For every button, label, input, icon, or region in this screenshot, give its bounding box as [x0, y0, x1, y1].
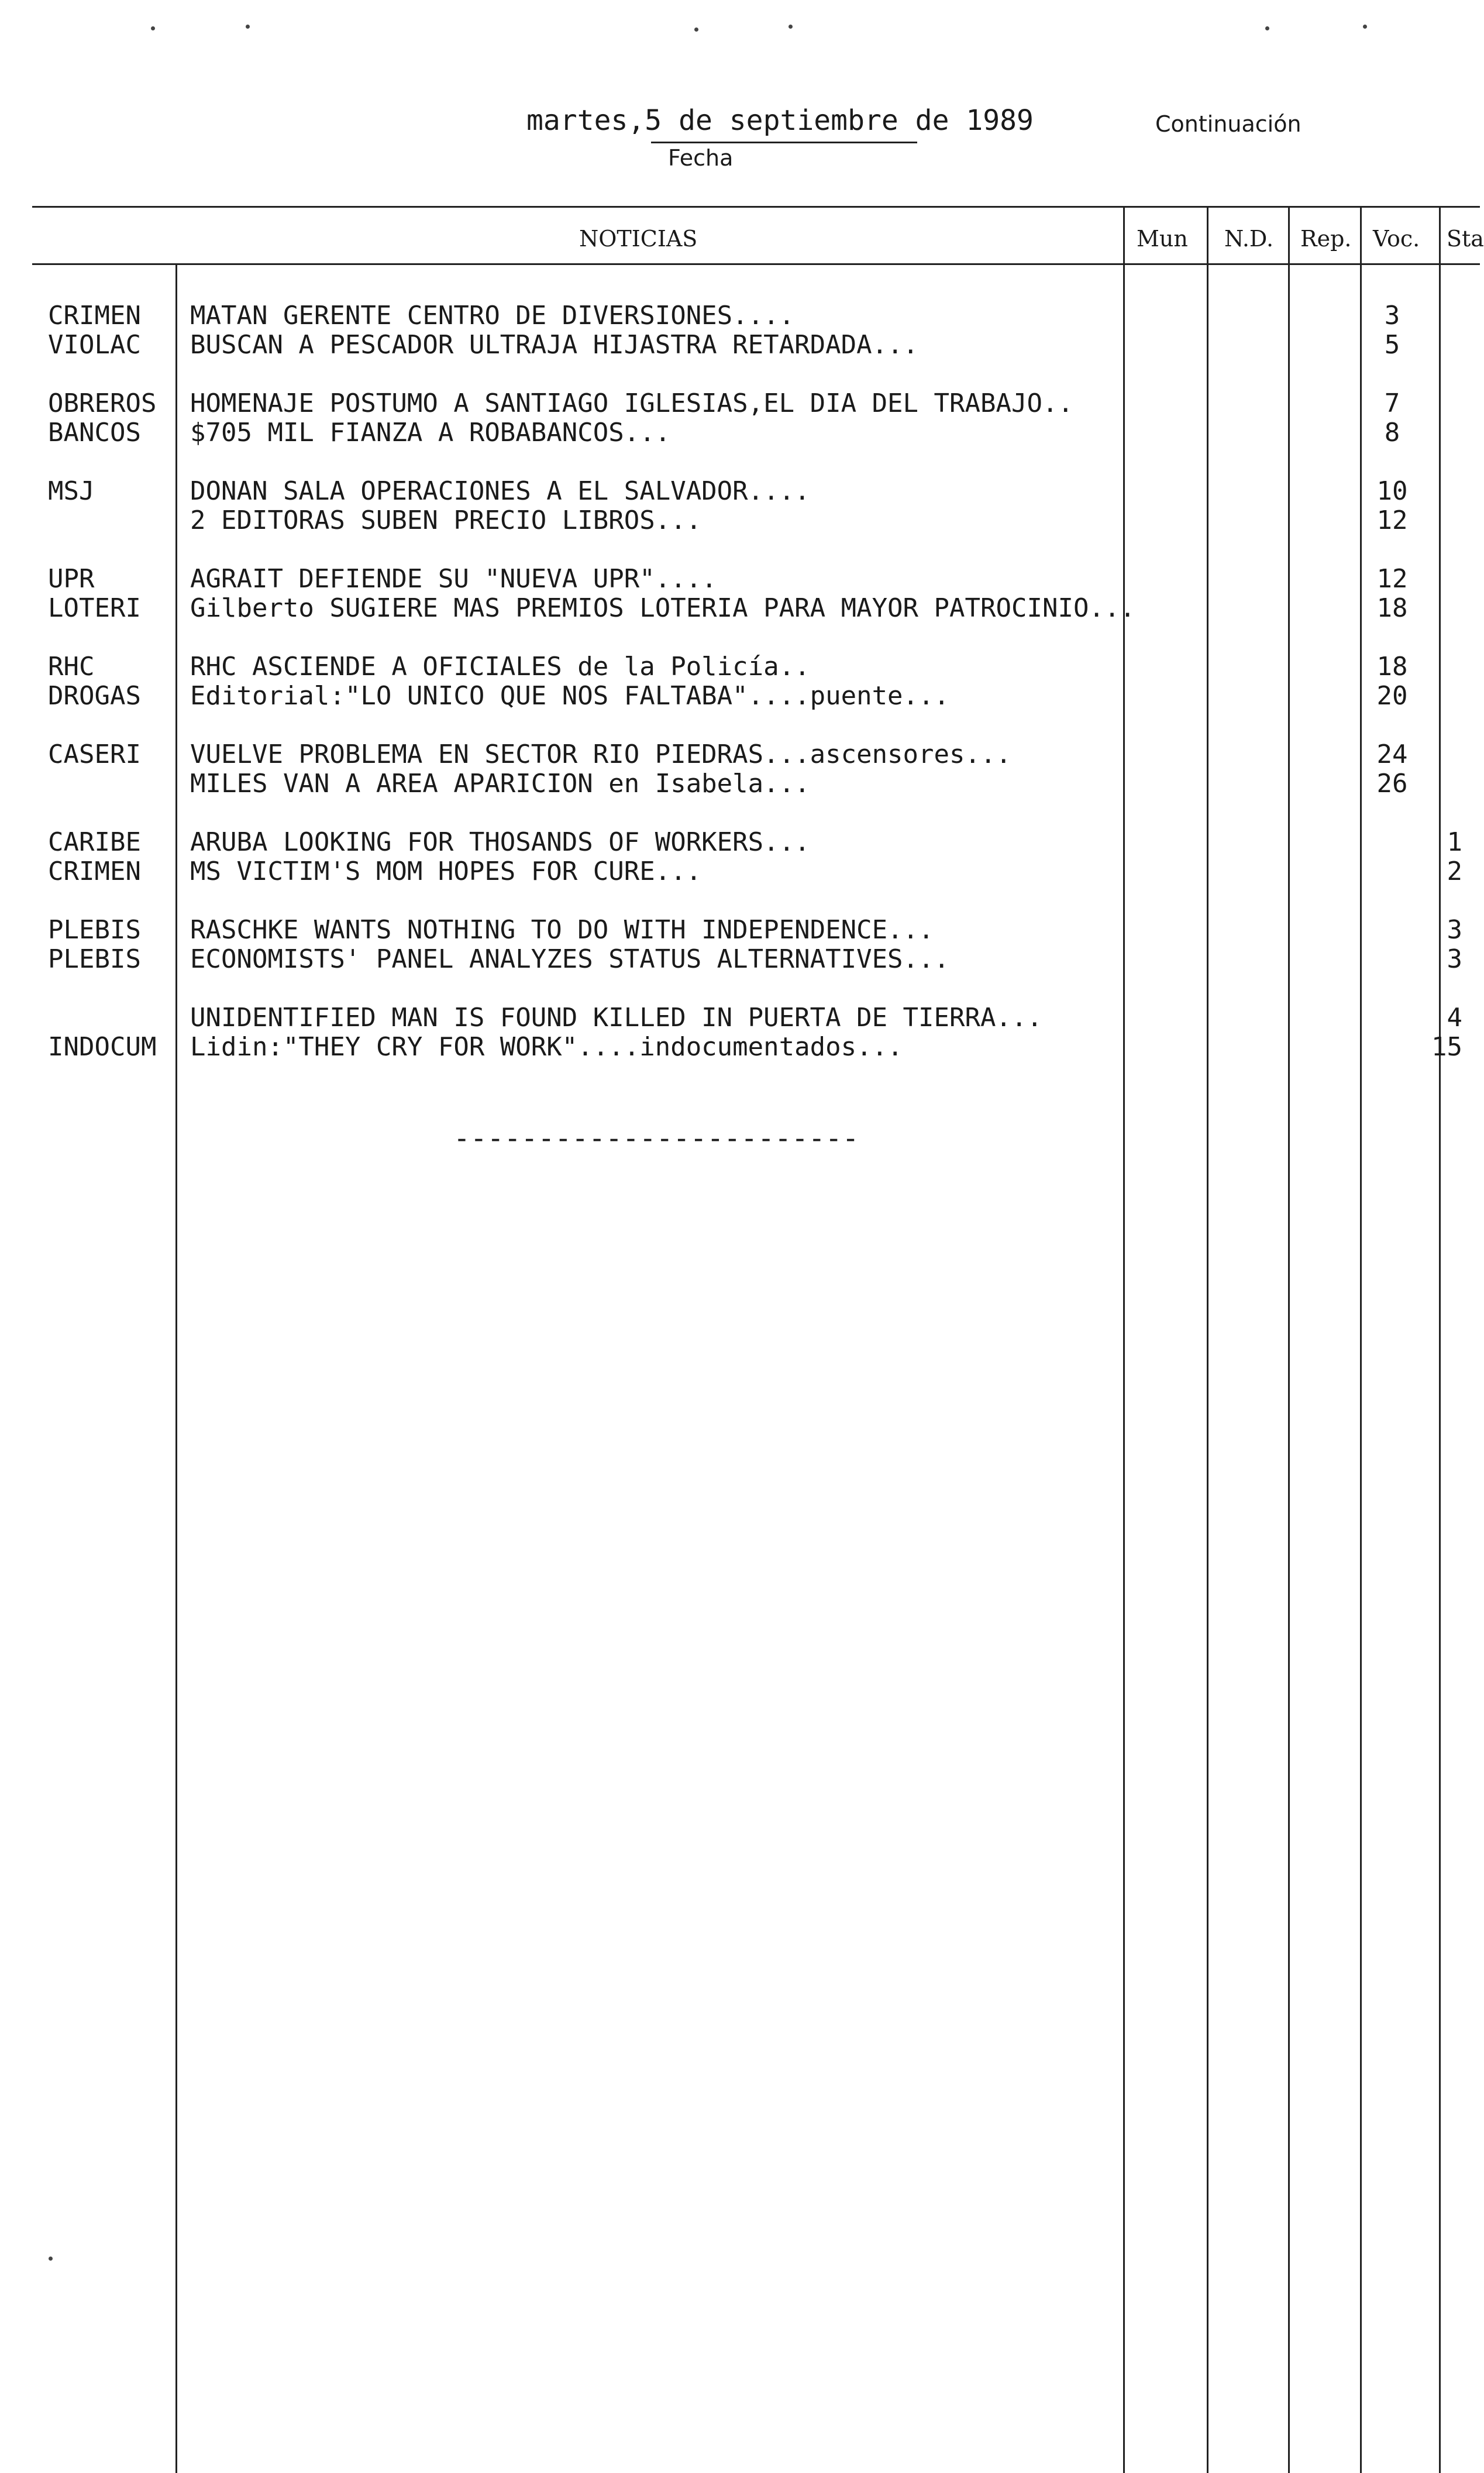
headline-text: MS VICTIM'S MOM HOPES FOR CURE...	[190, 857, 702, 886]
voc-page-number: 5	[1384, 330, 1400, 360]
scan-speck	[1265, 26, 1269, 30]
scan-speck	[789, 25, 793, 29]
headline-text: ARUBA LOOKING FOR THOSANDS OF WORKERS...	[190, 827, 810, 857]
star-page-number: 1	[1447, 827, 1462, 857]
voc-page-number: 8	[1384, 418, 1400, 448]
headline-text: 2 EDITORAS SUBEN PRECIO LIBROS...	[190, 505, 702, 535]
category-code: CARIBE	[48, 827, 141, 857]
column-divider-rep	[1288, 206, 1290, 2473]
voc-page-number: 12	[1376, 564, 1408, 594]
column-divider-star	[1439, 206, 1441, 2473]
voc-page-number: 10	[1376, 476, 1408, 506]
column-header-noticias: NOTICIAS	[579, 226, 698, 252]
category-code: CASERI	[48, 740, 141, 769]
footer-dashed-rule: ------------------------	[453, 1122, 859, 1155]
star-page-number: 4	[1447, 1003, 1462, 1033]
category-code: CRIMEN	[48, 857, 141, 886]
category-code: LOTERI	[48, 593, 141, 623]
voc-page-number: 3	[1384, 301, 1400, 331]
category-code: BANCOS	[48, 418, 141, 448]
star-page-number: 2	[1447, 857, 1462, 886]
headline-text: ECONOMISTS' PANEL ANALYZES STATUS ALTERNATIVES...	[190, 944, 950, 974]
category-code: PLEBIS	[48, 915, 141, 945]
headline-text: Lidin:"THEY CRY FOR WORK"....indocumentados...	[190, 1032, 903, 1062]
headline-text: AGRAIT DEFIENDE SU "NUEVA UPR"....	[190, 564, 717, 594]
voc-page-number: 20	[1376, 681, 1408, 711]
voc-page-number: 7	[1384, 388, 1400, 418]
continuation-label: Continuación	[1155, 111, 1301, 137]
category-code: VIOLAC	[48, 330, 141, 360]
voc-page-number: 24	[1376, 740, 1408, 769]
headline-text: UNIDENTIFIED MAN IS FOUND KILLED IN PUERTA DE TIERRA...	[190, 1003, 1042, 1033]
scan-speck	[246, 25, 250, 29]
category-code: CRIMEN	[48, 301, 141, 331]
star-page-number: 3	[1447, 944, 1462, 974]
column-divider-voc	[1360, 206, 1362, 2473]
headline-text: HOMENAJE POSTUMO A SANTIAGO IGLESIAS,EL DIA DEL TRABAJO..	[190, 388, 1073, 418]
voc-page-number: 18	[1376, 652, 1408, 682]
headline-text: MILES VAN A AREA APARICION en Isabela...	[190, 769, 810, 799]
headline-text: MATAN GERENTE CENTRO DE DIVERSIONES....	[190, 301, 795, 331]
headline-text: BUSCAN A PESCADOR ULTRAJA HIJASTRA RETARDADA...	[190, 330, 919, 360]
column-header-nd: N.D.	[1224, 226, 1274, 252]
headline-text: DONAN SALA OPERACIONES A EL SALVADOR....	[190, 476, 810, 506]
column-divider-nd	[1207, 206, 1208, 2473]
headline-text: $705 MIL FIANZA A ROBABANCOS...	[190, 418, 671, 448]
headline-text: Gilberto SUGIERE MAS PREMIOS LOTERIA PARA MAYOR PATROCINIO...	[190, 593, 1135, 623]
scan-speck	[694, 27, 698, 32]
date-text: martes,5 de septiembre de 1989	[526, 104, 1034, 137]
voc-page-number: 12	[1376, 505, 1408, 535]
category-code: INDOCUM	[48, 1032, 157, 1062]
headline-text: VUELVE PROBLEMA EN SECTOR RIO PIEDRAS...ascensores...	[190, 740, 1011, 769]
scan-speck	[1363, 25, 1367, 29]
scan-speck	[151, 26, 155, 30]
headline-text: RASCHKE WANTS NOTHING TO DO WITH INDEPENDENCE...	[190, 915, 934, 945]
column-divider-category	[175, 263, 177, 2473]
date-label: Fecha	[668, 145, 734, 171]
voc-page-number: 26	[1376, 769, 1408, 799]
voc-page-number: 18	[1376, 593, 1408, 623]
scan-speck	[49, 2257, 53, 2261]
category-code: PLEBIS	[48, 944, 141, 974]
category-code: RHC	[48, 652, 95, 682]
table-top-rule	[32, 206, 1480, 208]
date-underline	[651, 142, 917, 143]
column-header-voc: Voc.	[1373, 226, 1420, 252]
column-divider-mun	[1123, 206, 1125, 2473]
table-header-rule	[32, 263, 1480, 265]
column-header-rep: Rep.	[1300, 226, 1352, 252]
category-code: UPR	[48, 564, 95, 594]
category-code: MSJ	[48, 476, 95, 506]
headline-text: Editorial:"LO UNICO QUE NOS FALTABA"....puente...	[190, 681, 950, 711]
headline-text: RHC ASCIENDE A OFICIALES de la Policía..	[190, 652, 810, 682]
category-code: DROGAS	[48, 681, 141, 711]
star-page-number: 3	[1447, 915, 1462, 945]
star-page-number: 15	[1431, 1032, 1462, 1062]
category-code: OBREROS	[48, 388, 157, 418]
column-header-mun: Mun	[1137, 226, 1188, 252]
column-header-star: Sta	[1447, 226, 1484, 252]
